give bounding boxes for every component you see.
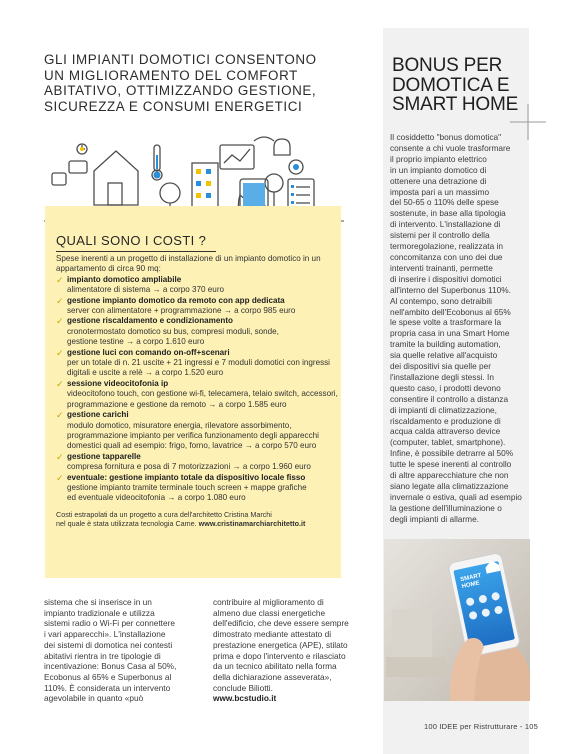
column-1-line: i vari apparecchi». L'installazione <box>44 629 166 640</box>
sidebar-body-line: Al contempo, sono detraibili <box>390 295 492 306</box>
article-column-2 <box>213 597 373 704</box>
cost-item-heading: gestione riscaldamento e condizionamento <box>67 316 233 326</box>
sidebar-body-line: tramite la building automation, <box>390 339 501 350</box>
cost-item-detail: domestici quali ad esempio: frigo, forno, lavatrice → a corpo 570 euro <box>67 441 317 451</box>
sidebar-body-line: il proprio impianto elettrico <box>390 153 487 164</box>
cost-item <box>56 316 346 347</box>
column-1-line: Ecobonus al 65% e Superbonus al <box>44 671 172 682</box>
sidebar-body-line: tutte le spese inerenti al controllo <box>390 459 512 470</box>
sidebar-body-line: consente a chi vuole trasformare <box>390 142 511 153</box>
checkmark-icon: ✓ <box>56 451 64 462</box>
cost-item-detail: digitali e uscite a relè → a corpo 1.520 euro <box>67 368 224 378</box>
cost-item-heading: gestione luci con comando on-off+scenari <box>67 347 230 357</box>
column-2-line: prima e dopo l'intervento e rilasciato <box>213 650 346 661</box>
sidebar-body-line: di intervento. L'installazione di <box>390 219 501 230</box>
article-column-1 <box>44 597 194 704</box>
sidebar-body-line: siano legate alla climatizzazione <box>390 481 509 491</box>
footnote-line: Costi estrapolati da un progetto a cura dell'architetto Cristina Marchi <box>56 509 272 519</box>
sidebar-body-line: Infine, è possibile detrarre al 50% <box>390 448 514 459</box>
column-1-line: sistema che si inserisce in un <box>44 597 152 607</box>
monitor-icon <box>52 173 66 185</box>
architect-website-link[interactable]: www.cristinamarchiarchitetto.it <box>198 519 306 529</box>
sidebar-body-line: riscaldamento e produzione di <box>390 415 501 426</box>
costs-intro-line: appartamento di circa 90 mq: <box>56 264 161 274</box>
page-footer: 100 IDEE per Ristrutturare - 105 <box>424 722 538 731</box>
column-1-line: 110%. È considerata un intervento <box>44 682 171 693</box>
sidebar-body-line: sia quelle relative all'acquisto <box>390 350 498 361</box>
studio-website-link[interactable]: www.bcstudio.it <box>213 693 277 704</box>
sidebar-body-line: del 50-65 o 110% delle spese <box>390 197 499 208</box>
sidebar-body-line: Il cosiddetto "bonus domotica" <box>390 132 502 142</box>
cost-item <box>56 379 346 410</box>
sidebar-body-line: propria casa in una Smart Home <box>390 328 510 339</box>
sidebar-body-line: sostenute, in base alla tipologia <box>390 208 506 219</box>
column-2-line: della dichiarazione asseverata», <box>213 671 332 682</box>
column-2-line: da un tecnico abilitato nella forma <box>213 661 337 672</box>
sidebar-body-line: imposta pari a un massimo <box>390 186 490 197</box>
cost-items-list <box>56 275 346 504</box>
cost-item-detail: server con alimentatore + programmazione → a corpo 985 euro <box>67 306 296 316</box>
column-2-line: dell'edificio, che deve essere sempre <box>213 618 349 629</box>
article-headline <box>44 52 364 114</box>
column-2-line: prestazione energetica (APE), stilato <box>213 639 348 650</box>
cost-item <box>56 452 346 473</box>
cost-item <box>56 473 346 504</box>
cost-item-detail: per un totale di n. 21 uscite + 21 ingressi e 7 moduli domotici con ingressi <box>67 358 330 368</box>
title-underline <box>56 251 216 252</box>
sidebar-body-line: nell'ambito dell'Ecobonus al 65% <box>390 306 511 317</box>
sidebar-body-line: sistemi per il controllo della <box>390 230 490 241</box>
chart-monitor-icon <box>220 145 254 169</box>
sidebar-body-line: ottenere una detrazione di <box>390 175 487 186</box>
checkmark-icon: ✓ <box>56 274 64 285</box>
sidebar-body-line: concomitanza con uno dei due <box>390 251 503 262</box>
column-2-line: almeno due classi energetiche <box>213 607 326 618</box>
sidebar-body-line: di altre apparecchiature che non <box>390 470 509 481</box>
sidebar-title-line: BONUS PER <box>392 55 503 76</box>
column-2-line: contribuire al miglioramento di <box>213 597 324 607</box>
sidebar-body-line: invernale o estiva, quali ad esempio <box>390 491 522 502</box>
phone-screen-label: SMART <box>459 572 483 584</box>
column-1-line: incentivazione: Bonus Casa al 50%, <box>44 661 177 672</box>
headline-line: UN MIGLIORAMENTO DEL COMFORT <box>44 67 298 83</box>
cost-item-heading: gestione tapparelle <box>67 451 141 461</box>
sidebar-body-line: interventi trainanti, permette <box>390 262 493 273</box>
headline-line: GLI IMPIANTI DOMOTICI CONSENTONO <box>44 52 317 67</box>
sidebar-body-line: la gestione dell'illuminazione o <box>390 502 502 513</box>
sidebar-body-line: dei dispositivi sia quelle per <box>390 361 492 372</box>
costs-footnote <box>56 510 346 529</box>
wifi-icon <box>254 137 274 141</box>
sidebar-body-line: acqua calda attraverso device <box>390 426 501 437</box>
sidebar-body-line: di impianti di climatizzazione, <box>390 404 497 415</box>
cost-item <box>56 410 346 452</box>
cost-item-detail: videocitofono touch, con gestione wi-fi, telecamera, telaio switch, accessori, <box>67 389 338 399</box>
sidebar-title-line: SMART HOME <box>392 94 519 115</box>
column-2-line: conclude Biliotti. <box>213 682 273 693</box>
sidebar-body-line: consentire il controllo a distanza <box>390 393 509 404</box>
sidebar-body-line: l'installazione degli stessi. In <box>390 371 494 382</box>
sidebar-body <box>390 132 526 525</box>
cost-item-heading: impianto domotico ampliabile <box>67 274 182 284</box>
checkmark-icon: ✓ <box>56 295 64 306</box>
cost-item <box>56 348 346 379</box>
cost-item-heading: gestione carichi <box>67 410 129 420</box>
headline-line: ABITATIVO, OTTIMIZZANDO GESTIONE, <box>44 83 317 99</box>
cost-item-heading: eventuale: gestione impianto totale da dispositivo locale fisso <box>67 472 306 482</box>
sidebar-body-line: (computer, tablet, smartphone). <box>390 437 506 448</box>
sidebar-body-line: in un impianto domotico di <box>390 164 487 175</box>
column-1-line: agevolabile in quanto «può <box>44 693 144 704</box>
checkmark-icon: ✓ <box>56 410 64 421</box>
cost-item-heading: sessione videocitofonia ip <box>67 378 169 388</box>
footnote-text: nel quale è stata utilizzata tecnologia Came. <box>56 519 199 529</box>
cost-item-detail: cronotermostato domotico su bus, compresi moduli, sonde, <box>67 326 279 336</box>
cost-item-detail: gestione testine → a corpo 1.610 euro <box>67 337 205 347</box>
sidebar-title-line: DOMOTICA E <box>392 74 510 96</box>
column-1-line: impianto tradizionale e utilizza <box>44 607 155 618</box>
sidebar-body-line: di inserire i dispositivi domotici <box>390 273 502 284</box>
house-icon <box>94 151 138 205</box>
cost-item <box>56 275 346 296</box>
footnote-line <box>56 519 346 529</box>
smart-home-phone-photo <box>384 539 530 701</box>
costs-box-title: QUALI SONO I COSTI ? <box>56 233 207 248</box>
column-1-line: abitativi rientra in tre tipologie di <box>44 650 161 661</box>
cost-item-detail: programmazione e gestione da remoto → a corpo 1.585 euro <box>67 399 287 409</box>
sidebar-body-line: questo caso, i prodotti devono <box>390 382 501 393</box>
phone-screen-label: HOME <box>461 580 481 591</box>
cost-item-detail: modulo domotico, misuratore energia, rilevatore assorbimento, <box>67 420 292 430</box>
tree-icon <box>160 183 180 203</box>
cost-item-detail: programmazione impianto per verifica funzionamento degli apparecchi <box>67 430 319 440</box>
sidebar-body-line: termoregolazione, realizzata in <box>390 241 503 252</box>
column-2-line: dimostrato mediante attestato di <box>213 629 332 640</box>
cost-item-detail: alimentatore di sistema → a corpo 370 euro <box>67 285 225 295</box>
bell-icon <box>274 139 290 155</box>
checkmark-icon: ✓ <box>56 347 64 358</box>
costs-intro-line: Spese inerenti a un progetto di installazione di un impianto domotico in un <box>56 254 321 263</box>
cost-item-detail: ed eventuale videocitofonia → a corpo 1.080 euro <box>67 493 246 503</box>
checkmark-icon: ✓ <box>56 472 64 483</box>
checkmark-icon: ✓ <box>56 378 64 389</box>
cost-item-heading: gestione impianto domotico da remoto con app dedicata <box>67 295 285 305</box>
cost-item-detail: compresa fornitura e posa di 7 motorizzazioni → a corpo 1.960 euro <box>67 462 311 472</box>
costs-box-content <box>56 254 346 529</box>
sidebar-body-line: le spese volte a trasformare la <box>390 317 502 328</box>
checkmark-icon: ✓ <box>56 316 64 327</box>
sidebar-body-line: degli impianti di allarme. <box>390 513 480 524</box>
sidebar-body-line: all'interno del Superbonus 110%. <box>390 284 511 295</box>
column-1-line: sistemi radio o Wi-Fi per connettere <box>44 618 175 629</box>
cost-item <box>56 296 346 317</box>
column-1-line: dei sistemi di domotica nei contesti <box>44 639 173 650</box>
cost-item-detail: gestione impianto tramite terminale touch screen + mappe grafiche <box>67 482 307 492</box>
headline-line: SICUREZZA E CONSUMI ENERGETICI <box>44 98 303 114</box>
